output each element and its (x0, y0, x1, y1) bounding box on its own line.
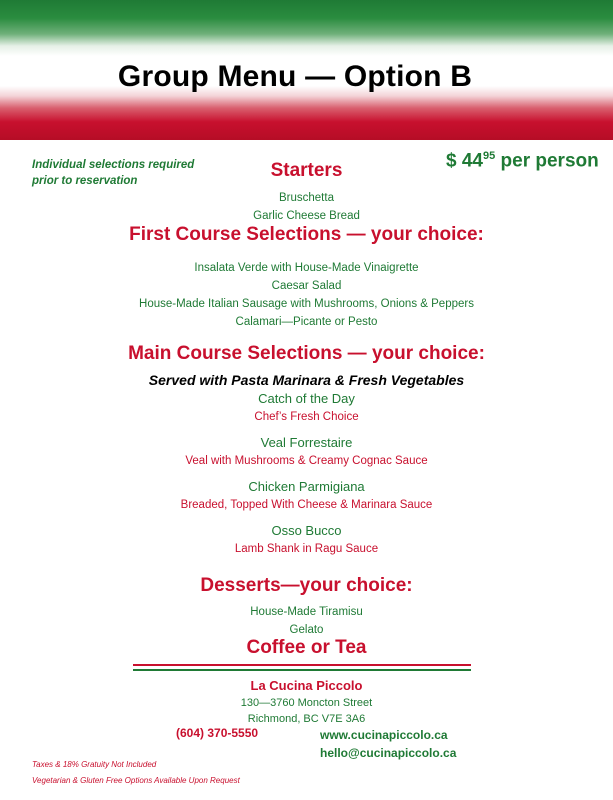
contact-links (320, 726, 456, 762)
address-line1: 130—3760 Moncton Street (240, 697, 373, 709)
phone-number[interactable]: (604) 370-5550 (176, 726, 259, 740)
dish-name: Chicken Parmigiana (248, 479, 365, 494)
price-whole: 44 (461, 150, 483, 172)
restaurant-address (0, 695, 613, 727)
desserts-heading: Desserts—your choice: (200, 575, 413, 596)
dish-name: Veal Forrestaire (260, 435, 353, 450)
dish-description: Breaded, Topped With Cheese & Marinara Sauce (180, 499, 433, 511)
list-item: Insalata Verde with House-Made Vinaigrette (194, 262, 419, 274)
desserts-list (0, 603, 613, 639)
main-dish-4 (0, 522, 613, 558)
dish-description: Veal with Mushrooms & Creamy Cognac Sauce (185, 455, 428, 467)
footer-note-dietary: Vegetarian & Gluten Free Options Available Upon Request (32, 776, 240, 785)
dish-name: Osso Bucco (271, 523, 342, 538)
address-line2: Richmond, BC V7E 3A6 (247, 713, 366, 725)
coffee-heading: Coffee or Tea (246, 637, 367, 658)
restaurant-name: La Cucina Piccolo (250, 678, 363, 693)
list-item: Bruschetta (279, 192, 334, 204)
page-title: Group Menu — Option B (117, 60, 473, 93)
list-item: Caesar Salad (271, 280, 342, 292)
main-course-subheading: Served with Pasta Marinara & Fresh Vegetables (148, 372, 465, 388)
starters-heading: Starters (270, 160, 343, 181)
list-item: House-Made Tiramisu (250, 606, 363, 618)
main-course-heading: Main Course Selections — your choice: (128, 343, 485, 364)
website-link[interactable]: www.cucinapiccolo.ca (320, 728, 448, 742)
price-suffix: per person (500, 150, 599, 172)
footer-note-taxes: Taxes & 18% Gratuity Not Included (32, 760, 157, 769)
price-currency: $ (446, 150, 457, 172)
first-course-list (0, 259, 613, 331)
list-item: Gelato (289, 624, 324, 636)
list-item: Calamari—Picante or Pesto (235, 316, 378, 328)
selection-notice-line1: Individual selections required (32, 159, 195, 171)
main-dish-1 (0, 390, 613, 426)
starters-list (0, 189, 613, 225)
first-course-heading: First Course Selections — your choice: (129, 224, 484, 245)
list-item: House-Made Italian Sausage with Mushrooms, Onions & Peppers (139, 298, 474, 310)
dish-description: Chef’s Fresh Choice (254, 411, 359, 423)
divider-green (133, 669, 471, 671)
price-cents: 95 (483, 150, 496, 162)
main-dish-2 (0, 434, 613, 470)
divider-red (133, 664, 471, 666)
dish-name: Catch of the Day (258, 391, 355, 406)
selection-notice-line2: prior to reservation (32, 175, 138, 187)
list-item: Garlic Cheese Bread (253, 210, 360, 222)
email-link[interactable]: hello@cucinapiccolo.ca (320, 746, 457, 760)
main-dish-3 (0, 478, 613, 514)
dish-description: Lamb Shank in Ragu Sauce (234, 543, 379, 555)
